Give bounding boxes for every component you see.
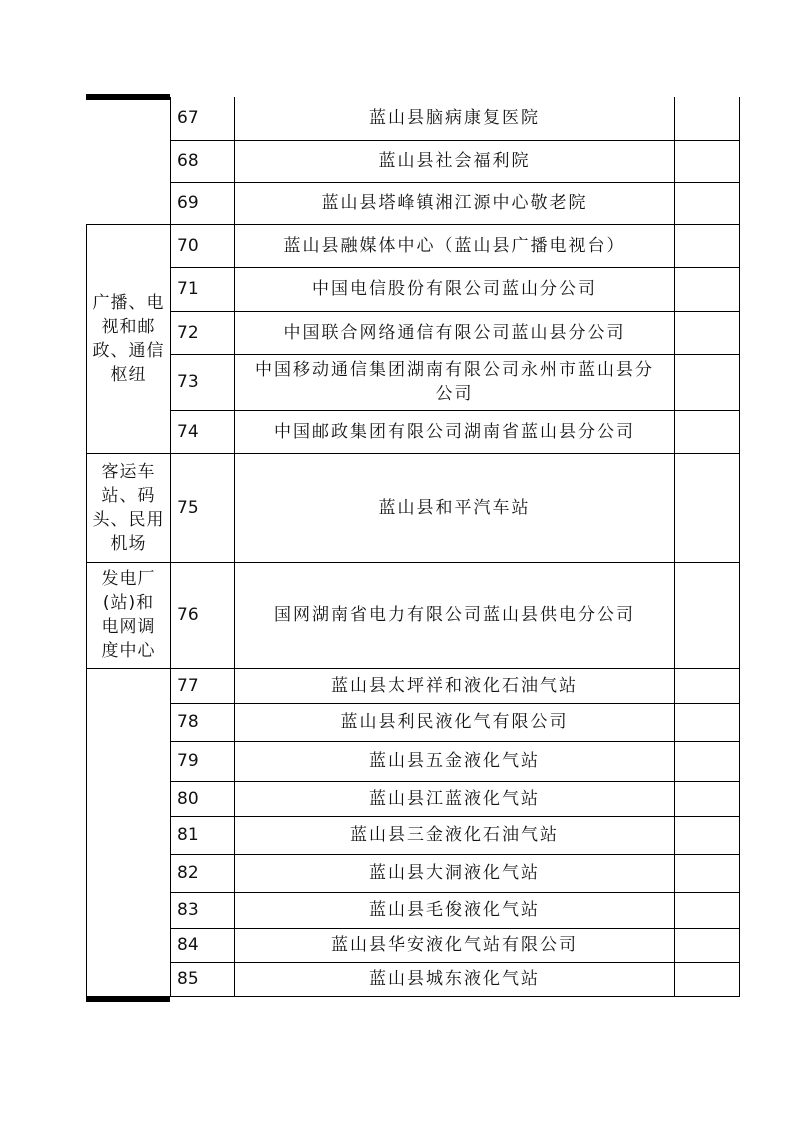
table-row — [87, 562, 740, 668]
unit-name: 蓝山县太坪祥和液化石油气站 — [235, 668, 675, 703]
row-number: 71 — [171, 267, 235, 311]
remark-cell — [675, 928, 740, 962]
remark-cell — [675, 781, 740, 816]
unit-name: 蓝山县华安液化气站有限公司 — [235, 928, 675, 962]
unit-name: 蓝山县和平汽车站 — [235, 453, 675, 562]
remark-cell — [675, 741, 740, 781]
row-number: 72 — [171, 311, 235, 354]
unit-name: 蓝山县毛俊液化气站 — [235, 892, 675, 928]
remark-cell — [675, 410, 740, 453]
table-row — [87, 311, 740, 354]
unit-table — [86, 97, 740, 997]
remark-cell — [675, 267, 740, 311]
row-number: 83 — [171, 892, 235, 928]
remark-cell — [675, 140, 740, 182]
row-number: 81 — [171, 816, 235, 854]
remark-cell — [675, 703, 740, 741]
remark-cell — [675, 562, 740, 668]
table-row — [87, 962, 740, 996]
remark-cell — [675, 892, 740, 928]
unit-name: 蓝山县三金液化石油气站 — [235, 816, 675, 854]
row-number: 77 — [171, 668, 235, 703]
table-row — [87, 741, 740, 781]
table-row — [87, 816, 740, 854]
unit-name: 蓝山县融媒体中心（蓝山县广播电视台） — [235, 224, 675, 267]
table-row — [87, 410, 740, 453]
table-row — [87, 892, 740, 928]
category-cell: 客运车 站、码 头、民用 机场 — [87, 453, 171, 562]
remark-cell — [675, 311, 740, 354]
row-number: 79 — [171, 741, 235, 781]
row-number: 84 — [171, 928, 235, 962]
remark-cell — [675, 668, 740, 703]
row-number: 73 — [171, 354, 235, 410]
row-number: 76 — [171, 562, 235, 668]
remark-cell — [675, 97, 740, 140]
category-cell: 广播、电 视和邮 政、通信 枢纽 — [87, 224, 171, 453]
row-number: 69 — [171, 182, 235, 224]
unit-name: 蓝山县江蓝液化气站 — [235, 781, 675, 816]
table-row — [87, 703, 740, 741]
remark-cell — [675, 453, 740, 562]
row-number: 85 — [171, 962, 235, 996]
remark-cell — [675, 354, 740, 410]
row-number: 78 — [171, 703, 235, 741]
unit-name: 蓝山县五金液化气站 — [235, 741, 675, 781]
table-row — [87, 267, 740, 311]
unit-name: 中国电信股份有限公司蓝山分公司 — [235, 267, 675, 311]
table-row — [87, 854, 740, 892]
table-row — [87, 453, 740, 562]
row-number: 82 — [171, 854, 235, 892]
table-row — [87, 354, 740, 410]
remark-cell — [675, 224, 740, 267]
table-row — [87, 928, 740, 962]
remark-cell — [675, 854, 740, 892]
unit-name: 国网湖南省电力有限公司蓝山县供电分公司 — [235, 562, 675, 668]
unit-name: 蓝山县城东液化气站 — [235, 962, 675, 996]
unit-name: 蓝山县脑病康复医院 — [235, 97, 675, 140]
table-row — [87, 97, 740, 140]
row-number: 67 — [171, 97, 235, 140]
table-row — [87, 224, 740, 267]
unit-name: 中国邮政集团有限公司湖南省蓝山县分公司 — [235, 410, 675, 453]
row-number: 70 — [171, 224, 235, 267]
category-cell — [87, 97, 171, 224]
remark-cell — [675, 816, 740, 854]
table-row — [87, 781, 740, 816]
category-cell: 发电厂 (站)和 电网调 度中心 — [87, 562, 171, 668]
unit-name: 蓝山县利民液化气有限公司 — [235, 703, 675, 741]
unit-name: 蓝山县社会福利院 — [235, 140, 675, 182]
remark-cell — [675, 182, 740, 224]
unit-name: 中国联合网络通信有限公司蓝山县分公司 — [235, 311, 675, 354]
table-row — [87, 182, 740, 224]
row-number: 68 — [171, 140, 235, 182]
row-number: 80 — [171, 781, 235, 816]
table-row — [87, 140, 740, 182]
unit-table-container — [86, 97, 739, 997]
category-cell — [87, 668, 171, 996]
unit-name: 中国移动通信集团湖南有限公司永州市蓝山县分 公司 — [235, 354, 675, 410]
row-number: 74 — [171, 410, 235, 453]
unit-name: 蓝山县塔峰镇湘江源中心敬老院 — [235, 182, 675, 224]
unit-name: 蓝山县大洞液化气站 — [235, 854, 675, 892]
remark-cell — [675, 962, 740, 996]
bottom-rule — [86, 996, 170, 1002]
table-row — [87, 668, 740, 703]
row-number: 75 — [171, 453, 235, 562]
